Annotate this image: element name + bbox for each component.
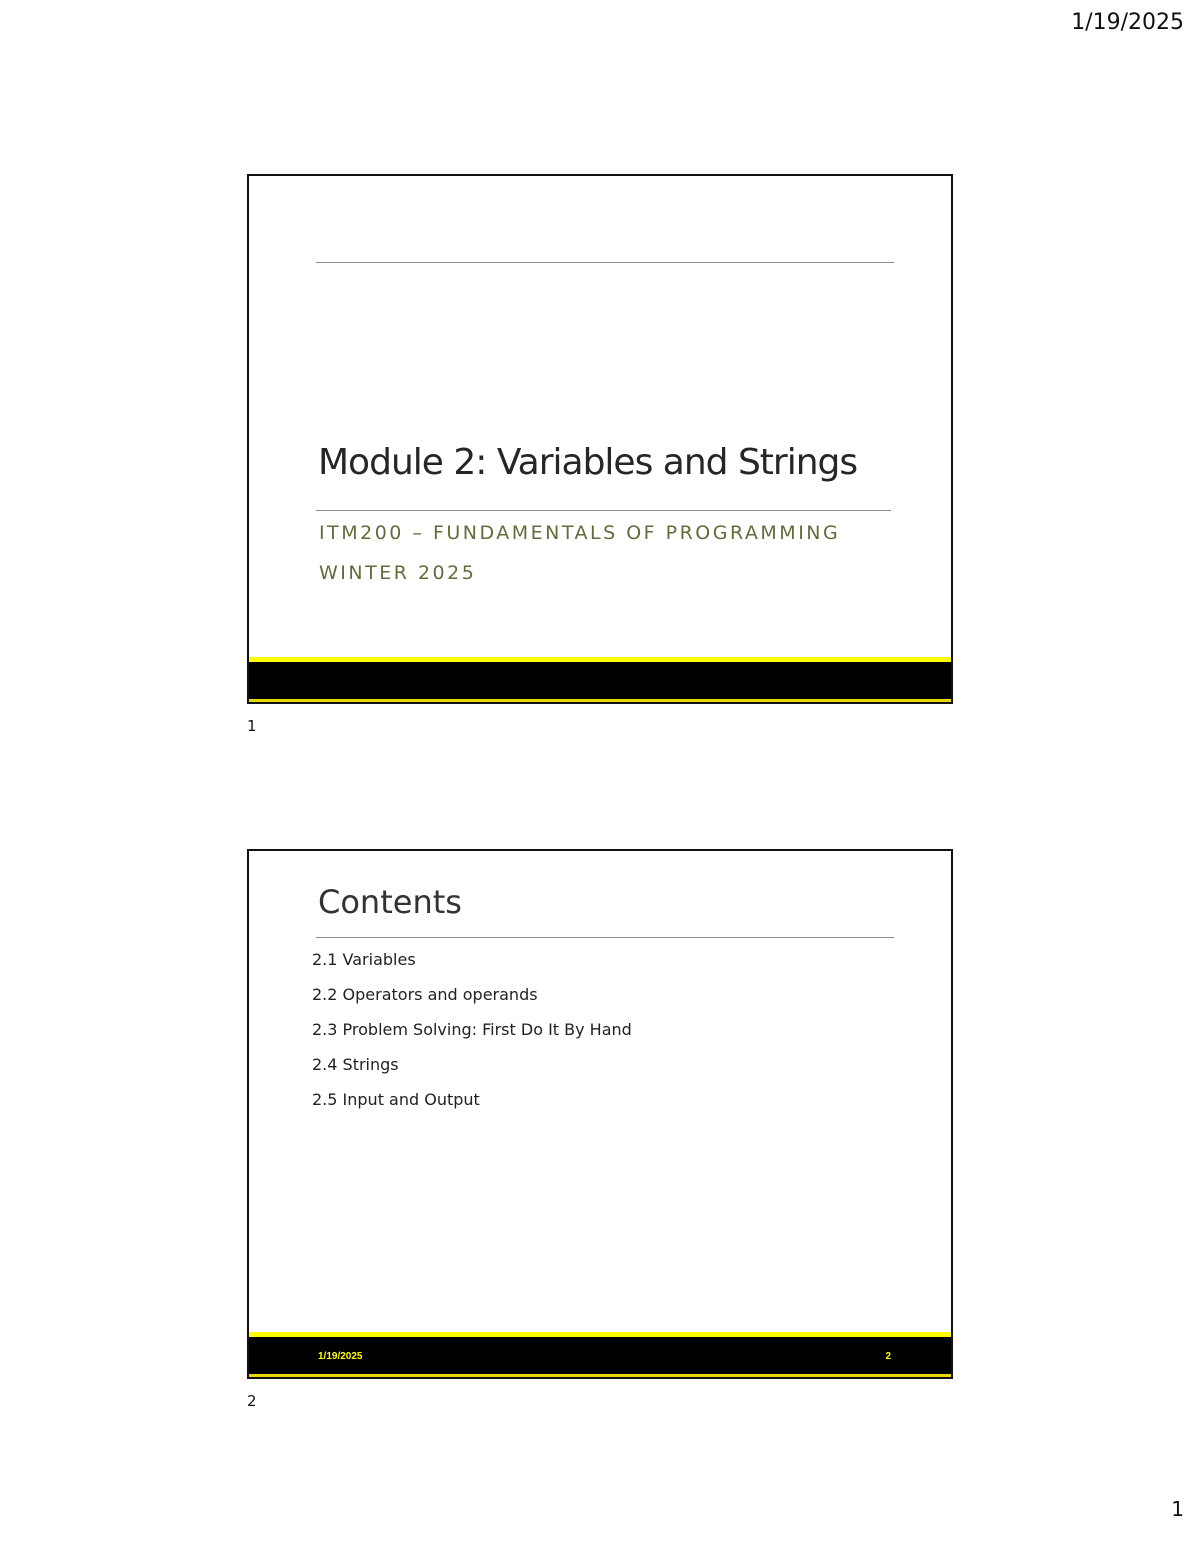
title-bottom-rule [316, 510, 891, 511]
list-item: 2.1 Variables [312, 950, 416, 969]
contents-rule [316, 937, 894, 938]
slide-contents [247, 849, 953, 1379]
slide-main-title: Module 2: Variables and Strings [318, 442, 858, 483]
slide-footer-band [249, 1332, 951, 1377]
slide-index-1: 1 [247, 717, 257, 735]
slide-footer-date: 1/19/2025 [318, 1351, 363, 1362]
slide-index-2: 2 [247, 1392, 257, 1410]
page-date: 1/19/2025 [1071, 10, 1184, 35]
term-subtitle: WINTER 2025 [319, 562, 477, 584]
slide-footer-number: 2 [885, 1351, 891, 1362]
title-top-rule [316, 262, 894, 263]
contents-title: Contents [318, 883, 462, 921]
slide-footer-band [249, 657, 951, 702]
list-item: 2.2 Operators and operands [312, 985, 538, 1004]
course-subtitle: ITM200 – FUNDAMENTALS OF PROGRAMMING [319, 522, 841, 544]
page-number: 1 [1171, 1497, 1184, 1521]
list-item: 2.3 Problem Solving: First Do It By Hand [312, 1020, 632, 1039]
list-item: 2.4 Strings [312, 1055, 399, 1074]
list-item: 2.5 Input and Output [312, 1090, 480, 1109]
contents-list [312, 948, 632, 1123]
slide-title [247, 174, 953, 704]
